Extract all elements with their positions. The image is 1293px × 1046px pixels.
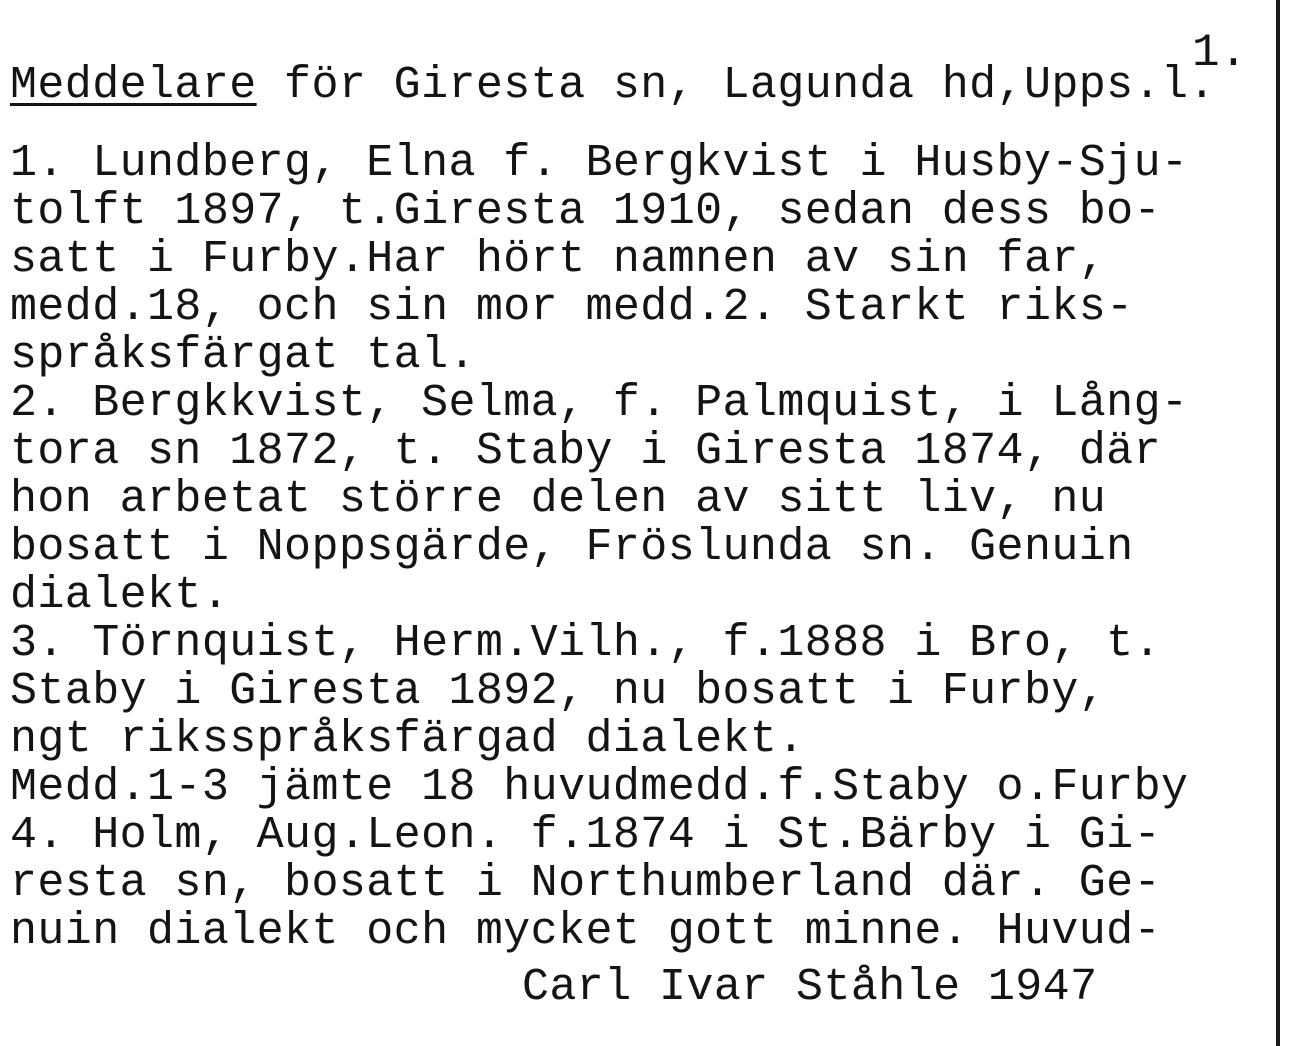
signature-line: Carl Ivar Ståhle 1947 (522, 962, 1098, 1013)
text-line: Staby i Giresta 1892, nu bosatt i Furby, (10, 666, 1107, 717)
text-line: resta sn, bosatt i Northumberland där. Ge- (10, 858, 1161, 909)
page-number: 1. (1192, 27, 1248, 79)
text-line: hon arbetat större delen av sitt liv, nu (10, 474, 1107, 525)
text-line: språksfärgat tal. (10, 330, 476, 381)
card-right-edge (1276, 0, 1280, 1046)
text-line: 4. Holm, Aug.Leon. f.1874 i St.Bärby i Gi- (10, 810, 1161, 861)
text-line: nuin dialekt och mycket gott minne. Huvud- (10, 906, 1161, 957)
text-line: Medd.1-3 jämte 18 huvudmedd.f.Staby o.Furby (10, 762, 1189, 813)
text-line: tolft 1897, t.Giresta 1910, sedan dess bo- (10, 186, 1161, 237)
card-header (10, 62, 1216, 110)
text-line: bosatt i Noppsgärde, Fröslunda sn. Genuin (10, 522, 1134, 573)
header-rest: för Giresta sn, Lagunda hd,Upps.l. (256, 60, 1216, 111)
text-line: 2. Bergkkvist, Selma, f. Palmquist, i Lång- (10, 378, 1189, 429)
text-line: ngt rikssprå​ksfärgad dialekt. (10, 714, 805, 765)
text-line: 3. Törnquist, Herm.Vilh., f.1888 i Bro, t. (10, 618, 1161, 669)
text-line: dialekt. (10, 570, 230, 621)
text-line: medd.18, och sin mor medd.2. Starkt riks- (10, 282, 1134, 333)
text-line: 1. Lundberg, Elna f. Bergkvist i Husby-Sju- (10, 138, 1189, 189)
text-line: satt i Furby.Har hört namnen av sin far, (10, 234, 1107, 285)
text-line: tora sn 1872, t. Staby i Giresta 1874, där (10, 426, 1161, 477)
header-label: Meddelare (10, 60, 257, 111)
